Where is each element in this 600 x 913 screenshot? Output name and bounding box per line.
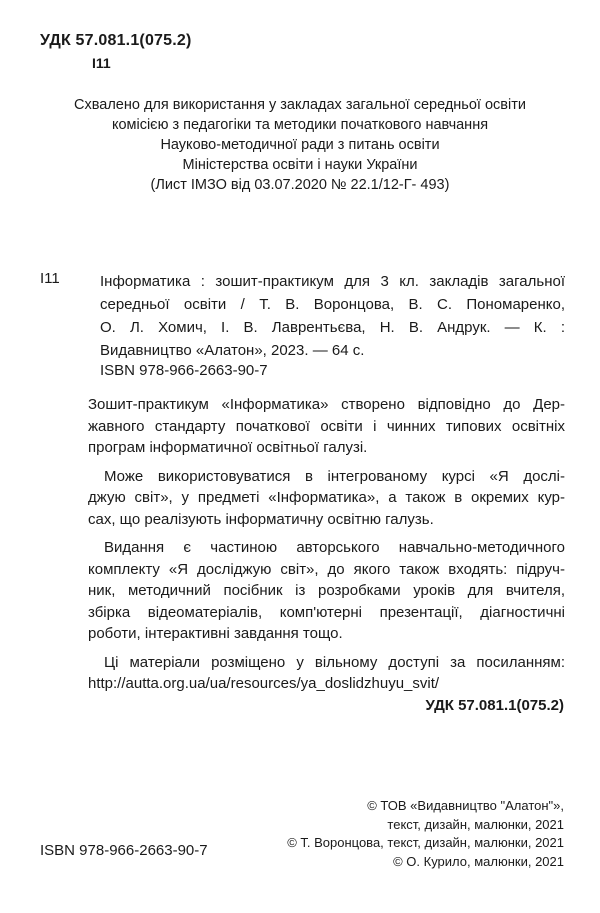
catalog-line: О. Л. Хомич, І. В. Лаврентьєва, Н. В. Андрук. — К. : <box>100 319 565 336</box>
copyright-line: текст, дизайн, малюнки, 2021 <box>387 816 564 832</box>
text-line: збірка відеоматеріалів, комп'ютерні презентації, діагностичні <box>88 603 565 621</box>
text-line: роботи, інтерактивні завдання тощо. <box>88 625 343 642</box>
text-line: сах, що реалізують інформатичну освітню галузь. <box>88 510 434 528</box>
text-line: Зошит-практикум «Інформатика» створено відповідно до Дер- <box>88 396 565 413</box>
resource-link[interactable]: http://autta.org.ua/ua/resources/ya_doslidzhuyu_svit/ <box>88 675 440 692</box>
text-line: Видання є частиною авторського навчально-методичного <box>104 539 565 556</box>
text-line: комплекту «Я досліджую світ», до якого також входять: підруч- <box>88 560 565 578</box>
catalog-isbn: ISBN 978-966-2663-90-7 <box>100 362 268 379</box>
udk-header: УДК 57.081.1(075.2) <box>40 32 192 49</box>
copyright-line: © ТОВ «Видавництво "Алатон"», <box>367 798 564 813</box>
description-paragraph <box>88 466 565 531</box>
text-line: ник, методичний посібник із розробками уроків для вчителя, <box>88 582 565 599</box>
catalog-record <box>100 270 565 362</box>
description-paragraph <box>88 652 565 695</box>
isbn-footer: ISBN 978-966-2663-90-7 <box>40 842 208 859</box>
approval-line: комісією з педагогіки та методики початкового навчання <box>111 117 489 133</box>
catalog-line: Інформатика : зошит-практикум для 3 кл. закладів загальної <box>100 273 565 290</box>
text-line: Ці матеріали розміщено у вільному доступі за посиланням: <box>104 653 565 671</box>
catalog-code: І11 <box>40 270 60 287</box>
text-line: програм інформатичної освітньої галузі. <box>88 439 368 456</box>
approval-line: (Лист ІМЗО від 03.07.2020 № 22.1/12-Г- 493) <box>150 177 450 193</box>
text-line: джую світ», у предметі «Інформатика», а також в окремих кур- <box>88 489 565 506</box>
approval-line: Науково-методичної ради з питань освіти <box>160 137 440 153</box>
copyright-line: © Т. Воронцова, текст, дизайн, малюнки, 2021 <box>287 835 564 850</box>
approval-statement <box>50 95 550 195</box>
catalog-line: Видавництво «Алатон», 2023. — 64 с. <box>100 342 365 359</box>
copyright-block <box>287 797 564 871</box>
description <box>88 394 565 702</box>
description-paragraph <box>88 537 565 645</box>
text-line: жавного стандарту початкової освіти і чинних типових освітніх <box>88 417 565 435</box>
catalog-line: середньої освіти / Т. В. Воронцова, В. С. Пономаренко, <box>100 296 565 313</box>
copyright-line: © О. Курило, малюнки, 2021 <box>393 853 564 869</box>
approval-line: Схвалено для використання у закладах загальної середньої освіти <box>74 97 526 113</box>
catalog-index-header: І11 <box>92 55 111 71</box>
description-paragraph <box>88 394 565 459</box>
text-line: Може використовуватися в інтегрованому курсі «Я дослі- <box>104 467 565 485</box>
approval-line: Міністерства освіти і науки України <box>182 157 418 173</box>
udk-footer: УДК 57.081.1(075.2) <box>425 697 564 714</box>
